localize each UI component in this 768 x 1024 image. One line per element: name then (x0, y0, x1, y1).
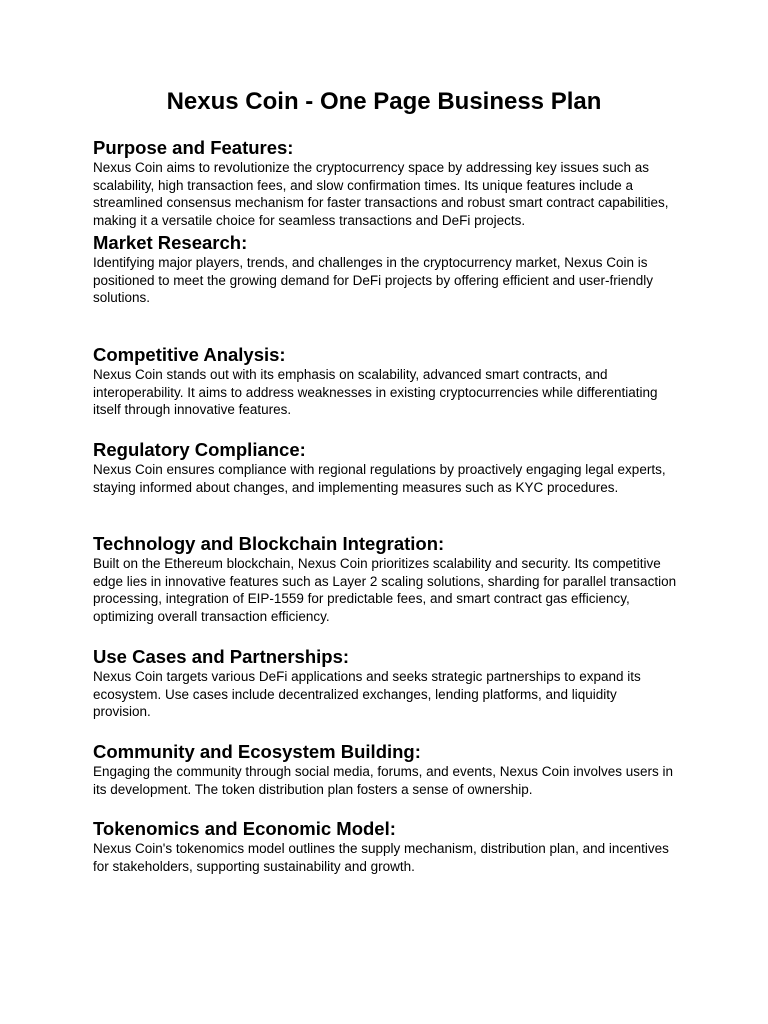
section-heading: Competitive Analysis: (93, 344, 286, 365)
section-technology-and-blockchain-integration (93, 532, 678, 645)
section-tokenomics-and-economic-model (93, 817, 678, 875)
section-paragraph: Engaging the community through social media, forums, and events, Nexus Coin involves users in its development. The token distribution plan fosters a sense of ownership. (93, 764, 674, 797)
document-body (93, 136, 678, 875)
section-paragraph: Built on the Ethereum blockchain, Nexus Coin prioritizes scalability and security. Its competitive edge lies in innovative features such as Layer 2 scaling solutions, sharding for parallel transaction processing, integration of EIP-1559 for predictable fees, and smart contract gas efficiency, optimizing overall transaction efficiency. (93, 556, 677, 625)
section-purpose-and-features (93, 136, 678, 231)
section-competitive-analysis (93, 343, 678, 438)
section-market-research (93, 231, 678, 343)
section-heading: Tokenomics and Economic Model: (93, 818, 396, 839)
section-heading: Technology and Blockchain Integration: (93, 533, 445, 554)
section-paragraph: Nexus Coin ensures compliance with regional regulations by proactively engaging legal experts, staying informed about changes, and implementing measures such as KYC procedures. (93, 462, 666, 495)
section-community-and-ecosystem-building (93, 740, 678, 817)
section-heading: Market Research: (93, 232, 248, 253)
section-paragraph: Identifying major players, trends, and challenges in the cryptocurrency market, Nexus Coin is positioned to meet the growing demand for DeFi projects by offering efficient and user-friendly solutions. (93, 255, 654, 306)
section-heading: Community and Ecosystem Building: (93, 741, 421, 762)
section-regulatory-compliance (93, 438, 678, 532)
page-title: Nexus Coin - One Page Business Plan (166, 88, 602, 115)
section-paragraph: Nexus Coin targets various DeFi applications and seeks strategic partnerships to expand its ecosystem. Use cases include decentralized exchanges, lending platforms, and liquidity provision. (93, 669, 641, 720)
section-paragraph: Nexus Coin aims to revolutionize the cryptocurrency space by addressing key issues such as scalability, high transaction fees, and slow confirmation times. Its unique features include a streamlined consensus mechanism for faster transactions and robust smart contract capabilities, making it a versatile choice for seamless transactions and DeFi projects. (93, 160, 669, 229)
section-heading: Use Cases and Partnerships: (93, 646, 350, 667)
section-heading: Purpose and Features: (93, 137, 294, 158)
section-use-cases-and-partnerships (93, 645, 678, 740)
section-heading: Regulatory Compliance: (93, 439, 306, 460)
section-paragraph: Nexus Coin stands out with its emphasis on scalability, advanced smart contracts, and interoperability. It aims to address weaknesses in existing cryptocurrencies while differentiating itself through innovative features. (93, 367, 658, 418)
section-paragraph: Nexus Coin's tokenomics model outlines the supply mechanism, distribution plan, and incentives for stakeholders, supporting sustainability and growth. (93, 841, 669, 874)
